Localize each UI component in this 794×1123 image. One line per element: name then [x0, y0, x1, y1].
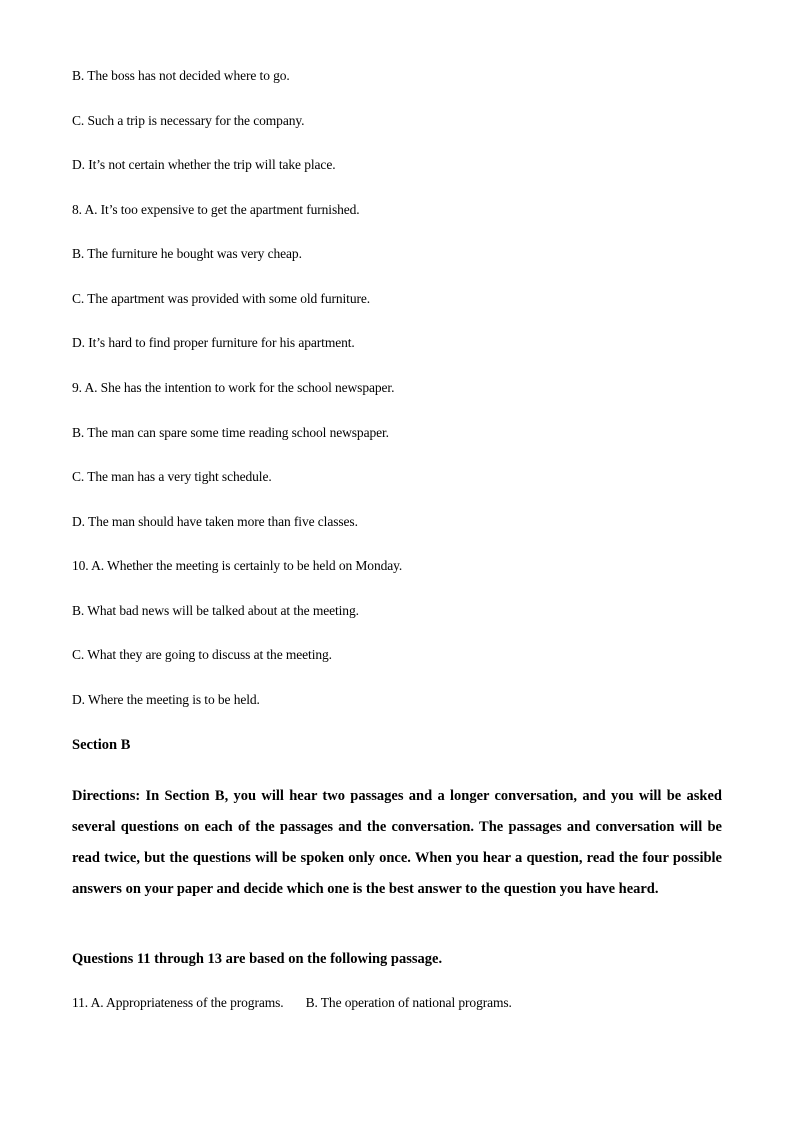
- q10-option-a: 10. A. Whether the meeting is certainly to be held on Monday.: [72, 558, 403, 573]
- q11-option-a: 11. A. Appropriateness of the programs.: [72, 995, 284, 1010]
- q9-option-d: D. The man should have taken more than five classes.: [72, 514, 358, 529]
- q9-option-c: C. The man has a very tight schedule.: [72, 469, 272, 484]
- q10-option-b: B. What bad news will be talked about at the meeting.: [72, 603, 359, 618]
- section-b-directions: Directions: In Section B, you will hear two passages and a longer conversation, and you will be asked several questions on each of the passages and the conversation. The passages and conversation will be read twice, but the questions will be spoken only once. When you hear a question, read the four possible answers on your paper and decide which one is the best answer to the question you have heard.: [72, 788, 722, 897]
- section-b-title: Section B: [72, 737, 131, 753]
- q7-option-b: B. The boss has not decided where to go.: [72, 68, 290, 83]
- q10-option-c: C. What they are going to discuss at the meeting.: [72, 647, 332, 662]
- q7-option-c: C. Such a trip is necessary for the company.: [72, 113, 305, 128]
- q8-option-b: B. The furniture he bought was very cheap.: [72, 246, 302, 261]
- q7-option-d: D. It’s not certain whether the trip will take place.: [72, 157, 336, 172]
- q11-options: [72, 995, 512, 1011]
- q9-option-a: 9. A. She has the intention to work for the school newspaper.: [72, 380, 395, 395]
- q8-option-c: C. The apartment was provided with some old furniture.: [72, 291, 371, 306]
- q10-option-d: D. Where the meeting is to be held.: [72, 692, 260, 707]
- questions-intro: Questions 11 through 13 are based on the following passage.: [72, 951, 443, 967]
- q8-option-a: 8. A. It’s too expensive to get the apartment furnished.: [72, 202, 360, 217]
- q11-option-b: B. The operation of national programs.: [305, 995, 512, 1010]
- q8-option-d: D. It’s hard to find proper furniture for his apartment.: [72, 335, 355, 350]
- q9-option-b: B. The man can spare some time reading school newspaper.: [72, 425, 389, 440]
